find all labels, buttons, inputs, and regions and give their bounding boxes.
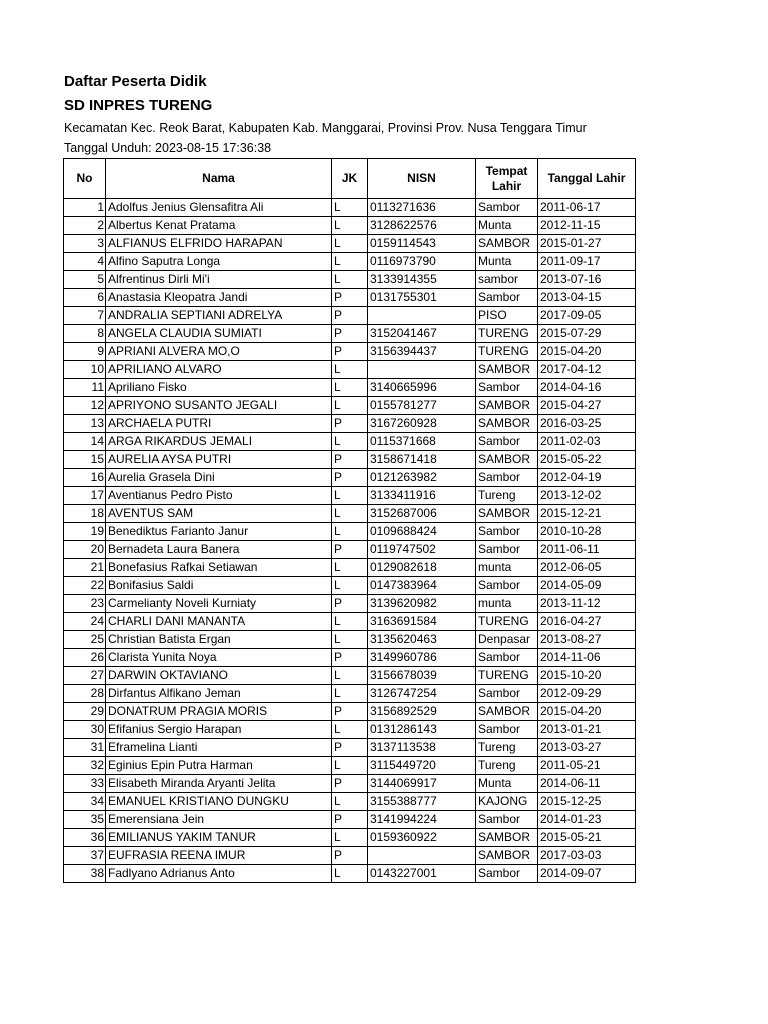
cell-student-name: Adolfus Jenius Glensafitra Ali xyxy=(106,199,332,217)
cell-student-name: ANGELA CLAUDIA SUMIATI xyxy=(106,325,332,343)
cell-student-name: EMANUEL KRISTIANO DUNGKU xyxy=(106,793,332,811)
cell-nisn: 3158671418 xyxy=(368,451,476,469)
cell-birth-date: 2013-03-27 xyxy=(538,739,636,757)
table-row xyxy=(64,307,636,325)
cell-birth-date: 2017-03-03 xyxy=(538,847,636,865)
cell-row-number: 37 xyxy=(64,847,106,865)
cell-student-name: Efifanius Sergio Harapan xyxy=(106,721,332,739)
cell-gender: L xyxy=(332,433,368,451)
table-header-row xyxy=(64,159,636,199)
column-header-tanggal-lahir: Tanggal Lahir xyxy=(538,159,636,199)
cell-birth-date: 2014-09-07 xyxy=(538,865,636,883)
cell-birth-place: SAMBOR xyxy=(476,451,538,469)
cell-gender: L xyxy=(332,199,368,217)
cell-gender: L xyxy=(332,577,368,595)
cell-birth-place: TURENG xyxy=(476,613,538,631)
cell-student-name: ANDRALIA SEPTIANI ADRELYA xyxy=(106,307,332,325)
cell-birth-date: 2013-01-21 xyxy=(538,721,636,739)
cell-nisn: 0131286143 xyxy=(368,721,476,739)
cell-student-name: Aventianus Pedro Pisto xyxy=(106,487,332,505)
cell-birth-date: 2016-04-27 xyxy=(538,613,636,631)
cell-student-name: APRIYONO SUSANTO JEGALI xyxy=(106,397,332,415)
cell-student-name: APRILIANO ALVARO xyxy=(106,361,332,379)
cell-birth-date: 2011-06-11 xyxy=(538,541,636,559)
cell-nisn: 3144069917 xyxy=(368,775,476,793)
cell-birth-date: 2015-04-20 xyxy=(538,703,636,721)
cell-row-number: 14 xyxy=(64,433,106,451)
cell-nisn: 3139620982 xyxy=(368,595,476,613)
cell-gender: P xyxy=(332,289,368,307)
cell-birth-place: SAMBOR xyxy=(476,703,538,721)
cell-row-number: 7 xyxy=(64,307,106,325)
table-row xyxy=(64,199,636,217)
table-row xyxy=(64,469,636,487)
table-row xyxy=(64,667,636,685)
cell-gender: L xyxy=(332,667,368,685)
cell-birth-date: 2015-12-25 xyxy=(538,793,636,811)
cell-birth-place: Sambor xyxy=(476,865,538,883)
cell-nisn xyxy=(368,847,476,865)
cell-student-name: Benediktus Farianto Janur xyxy=(106,523,332,541)
cell-birth-date: 2016-03-25 xyxy=(538,415,636,433)
cell-birth-date: 2014-01-23 xyxy=(538,811,636,829)
table-row xyxy=(64,325,636,343)
cell-nisn: 3133411916 xyxy=(368,487,476,505)
cell-gender: L xyxy=(332,397,368,415)
cell-birth-place: munta xyxy=(476,595,538,613)
cell-nisn: 3156394437 xyxy=(368,343,476,361)
cell-nisn: 0119747502 xyxy=(368,541,476,559)
cell-nisn: 3152041467 xyxy=(368,325,476,343)
cell-gender: L xyxy=(332,235,368,253)
cell-nisn: 0143227001 xyxy=(368,865,476,883)
cell-gender: P xyxy=(332,811,368,829)
cell-row-number: 34 xyxy=(64,793,106,811)
table-row xyxy=(64,577,636,595)
cell-nisn: 3149960786 xyxy=(368,649,476,667)
cell-birth-date: 2013-12-02 xyxy=(538,487,636,505)
cell-birth-date: 2011-05-21 xyxy=(538,757,636,775)
cell-birth-date: 2012-11-15 xyxy=(538,217,636,235)
cell-row-number: 4 xyxy=(64,253,106,271)
table-row xyxy=(64,829,636,847)
table-row xyxy=(64,721,636,739)
cell-birth-place: Munta xyxy=(476,253,538,271)
cell-birth-place: Sambor xyxy=(476,379,538,397)
cell-gender: L xyxy=(332,631,368,649)
cell-nisn: 3126747254 xyxy=(368,685,476,703)
cell-nisn: 0115371668 xyxy=(368,433,476,451)
table-row xyxy=(64,451,636,469)
cell-birth-date: 2014-06-11 xyxy=(538,775,636,793)
cell-birth-date: 2012-09-29 xyxy=(538,685,636,703)
cell-nisn: 0129082618 xyxy=(368,559,476,577)
location-line: Kecamatan Kec. Reok Barat, Kabupaten Kab. Manggarai, Provinsi Prov. Nusa Tenggara Timur xyxy=(64,121,587,135)
cell-birth-place: Tureng xyxy=(476,487,538,505)
cell-nisn xyxy=(368,361,476,379)
table-row xyxy=(64,631,636,649)
cell-student-name: EMILIANUS YAKIM TANUR xyxy=(106,829,332,847)
cell-gender: L xyxy=(332,505,368,523)
cell-gender: P xyxy=(332,469,368,487)
cell-gender: P xyxy=(332,703,368,721)
cell-birth-date: 2011-09-17 xyxy=(538,253,636,271)
cell-birth-place: Tureng xyxy=(476,739,538,757)
cell-row-number: 22 xyxy=(64,577,106,595)
cell-nisn: 3135620463 xyxy=(368,631,476,649)
table-row xyxy=(64,613,636,631)
cell-gender: P xyxy=(332,775,368,793)
cell-birth-date: 2017-04-12 xyxy=(538,361,636,379)
cell-row-number: 17 xyxy=(64,487,106,505)
cell-gender: P xyxy=(332,649,368,667)
cell-gender: L xyxy=(332,559,368,577)
table-row xyxy=(64,793,636,811)
cell-student-name: Fadlyano Adrianus Anto xyxy=(106,865,332,883)
cell-birth-date: 2014-11-06 xyxy=(538,649,636,667)
cell-gender: L xyxy=(332,865,368,883)
student-table xyxy=(63,158,636,883)
cell-birth-place: PISO xyxy=(476,307,538,325)
cell-student-name: ALFIANUS ELFRIDO HARAPAN xyxy=(106,235,332,253)
cell-birth-date: 2015-01-27 xyxy=(538,235,636,253)
cell-row-number: 20 xyxy=(64,541,106,559)
cell-birth-place: Sambor xyxy=(476,199,538,217)
cell-birth-place: Sambor xyxy=(476,289,538,307)
cell-gender: L xyxy=(332,271,368,289)
cell-student-name: Bonefasius Rafkai Setiawan xyxy=(106,559,332,577)
cell-birth-date: 2015-05-21 xyxy=(538,829,636,847)
table-row xyxy=(64,541,636,559)
cell-gender: L xyxy=(332,613,368,631)
cell-nisn: 3155388777 xyxy=(368,793,476,811)
cell-student-name: DARWIN OKTAVIANO xyxy=(106,667,332,685)
cell-row-number: 38 xyxy=(64,865,106,883)
cell-student-name: Albertus Kenat Pratama xyxy=(106,217,332,235)
cell-birth-place: SAMBOR xyxy=(476,829,538,847)
cell-nisn: 0159114543 xyxy=(368,235,476,253)
cell-nisn: 0131755301 xyxy=(368,289,476,307)
cell-gender: P xyxy=(332,325,368,343)
cell-birth-place: SAMBOR xyxy=(476,847,538,865)
cell-nisn: 0116973790 xyxy=(368,253,476,271)
cell-nisn: 3133914355 xyxy=(368,271,476,289)
table-row xyxy=(64,739,636,757)
table-row xyxy=(64,487,636,505)
table-row xyxy=(64,379,636,397)
cell-row-number: 18 xyxy=(64,505,106,523)
cell-nisn: 3128622576 xyxy=(368,217,476,235)
column-header-jk: JK xyxy=(332,159,368,199)
cell-gender: L xyxy=(332,829,368,847)
cell-birth-place: Munta xyxy=(476,217,538,235)
cell-gender: P xyxy=(332,595,368,613)
cell-row-number: 1 xyxy=(64,199,106,217)
cell-birth-date: 2015-12-21 xyxy=(538,505,636,523)
table-row xyxy=(64,703,636,721)
cell-birth-date: 2013-11-12 xyxy=(538,595,636,613)
cell-nisn: 3156678039 xyxy=(368,667,476,685)
cell-gender: L xyxy=(332,361,368,379)
table-row xyxy=(64,505,636,523)
table-row xyxy=(64,757,636,775)
cell-birth-place: Tureng xyxy=(476,757,538,775)
cell-birth-place: Sambor xyxy=(476,469,538,487)
cell-birth-place: Sambor xyxy=(476,721,538,739)
cell-nisn: 0155781277 xyxy=(368,397,476,415)
cell-birth-date: 2013-07-16 xyxy=(538,271,636,289)
cell-birth-place: Sambor xyxy=(476,577,538,595)
cell-gender: P xyxy=(332,307,368,325)
cell-birth-date: 2013-08-27 xyxy=(538,631,636,649)
cell-row-number: 31 xyxy=(64,739,106,757)
cell-row-number: 2 xyxy=(64,217,106,235)
cell-birth-date: 2012-04-19 xyxy=(538,469,636,487)
cell-birth-place: SAMBOR xyxy=(476,397,538,415)
cell-birth-place: KAJONG xyxy=(476,793,538,811)
cell-birth-place: SAMBOR xyxy=(476,361,538,379)
cell-birth-date: 2015-05-22 xyxy=(538,451,636,469)
cell-birth-place: SAMBOR xyxy=(476,505,538,523)
cell-gender: L xyxy=(332,253,368,271)
cell-student-name: Bernadeta Laura Banera xyxy=(106,541,332,559)
column-header-tempat-line2: Lahir xyxy=(491,178,522,193)
table-body xyxy=(64,199,636,883)
table-row xyxy=(64,343,636,361)
cell-nisn xyxy=(368,307,476,325)
cell-student-name: Emerensiana Jein xyxy=(106,811,332,829)
cell-student-name: Eginius Epin Putra Harman xyxy=(106,757,332,775)
cell-birth-place: Sambor xyxy=(476,649,538,667)
cell-gender: L xyxy=(332,217,368,235)
cell-gender: P xyxy=(332,415,368,433)
cell-birth-place: TURENG xyxy=(476,667,538,685)
cell-row-number: 16 xyxy=(64,469,106,487)
cell-row-number: 25 xyxy=(64,631,106,649)
cell-row-number: 30 xyxy=(64,721,106,739)
table-row xyxy=(64,397,636,415)
cell-nisn: 0159360922 xyxy=(368,829,476,847)
cell-student-name: Clarista Yunita Noya xyxy=(106,649,332,667)
table-row xyxy=(64,811,636,829)
cell-student-name: Aurelia Grasela Dini xyxy=(106,469,332,487)
cell-birth-date: 2012-06-05 xyxy=(538,559,636,577)
table-row xyxy=(64,523,636,541)
cell-nisn: 3115449720 xyxy=(368,757,476,775)
cell-birth-place: Sambor xyxy=(476,433,538,451)
cell-nisn: 3152687006 xyxy=(368,505,476,523)
cell-nisn: 3137113538 xyxy=(368,739,476,757)
column-header-tempat-lahir xyxy=(476,159,538,199)
cell-student-name: Christian Batista Ergan xyxy=(106,631,332,649)
cell-row-number: 9 xyxy=(64,343,106,361)
cell-row-number: 28 xyxy=(64,685,106,703)
cell-birth-date: 2010-10-28 xyxy=(538,523,636,541)
cell-birth-date: 2013-04-15 xyxy=(538,289,636,307)
cell-row-number: 27 xyxy=(64,667,106,685)
cell-row-number: 19 xyxy=(64,523,106,541)
cell-row-number: 29 xyxy=(64,703,106,721)
cell-student-name: Carmelianty Noveli Kurniaty xyxy=(106,595,332,613)
cell-gender: P xyxy=(332,847,368,865)
cell-birth-place: Sambor xyxy=(476,811,538,829)
cell-birth-place: sambor xyxy=(476,271,538,289)
cell-student-name: EUFRASIA REENA IMUR xyxy=(106,847,332,865)
cell-student-name: Bonifasius Saldi xyxy=(106,577,332,595)
cell-student-name: AURELIA AYSA PUTRI xyxy=(106,451,332,469)
cell-nisn: 3163691584 xyxy=(368,613,476,631)
cell-gender: L xyxy=(332,793,368,811)
table-row xyxy=(64,685,636,703)
table-row xyxy=(64,847,636,865)
cell-student-name: Apriliano Fisko xyxy=(106,379,332,397)
table-row xyxy=(64,361,636,379)
cell-birth-place: Sambor xyxy=(476,523,538,541)
cell-student-name: Alfrentinus Dirli Mi'i xyxy=(106,271,332,289)
cell-student-name: CHARLI DANI MANANTA xyxy=(106,613,332,631)
column-header-tempat-line1: Tempat xyxy=(485,163,528,178)
cell-nisn: 3156892529 xyxy=(368,703,476,721)
table-row xyxy=(64,775,636,793)
cell-row-number: 10 xyxy=(64,361,106,379)
cell-birth-date: 2015-07-29 xyxy=(538,325,636,343)
cell-row-number: 3 xyxy=(64,235,106,253)
cell-student-name: DONATRUM PRAGIA MORIS xyxy=(106,703,332,721)
cell-student-name: ARCHAELA PUTRI xyxy=(106,415,332,433)
table-row xyxy=(64,235,636,253)
cell-birth-place: Sambor xyxy=(476,685,538,703)
cell-nisn: 0109688424 xyxy=(368,523,476,541)
cell-nisn: 0121263982 xyxy=(368,469,476,487)
table-row xyxy=(64,253,636,271)
cell-birth-place: SAMBOR xyxy=(476,415,538,433)
cell-row-number: 8 xyxy=(64,325,106,343)
cell-nisn: 3167260928 xyxy=(368,415,476,433)
cell-row-number: 26 xyxy=(64,649,106,667)
table-row xyxy=(64,595,636,613)
cell-row-number: 24 xyxy=(64,613,106,631)
cell-gender: P xyxy=(332,451,368,469)
cell-gender: L xyxy=(332,487,368,505)
document-title: Daftar Peserta Didik xyxy=(64,73,207,90)
cell-birth-date: 2015-10-20 xyxy=(538,667,636,685)
cell-birth-place: munta xyxy=(476,559,538,577)
cell-birth-place: Sambor xyxy=(476,541,538,559)
cell-row-number: 5 xyxy=(64,271,106,289)
cell-student-name: Eframelina Lianti xyxy=(106,739,332,757)
cell-gender: L xyxy=(332,685,368,703)
cell-gender: L xyxy=(332,757,368,775)
cell-student-name: APRIANI ALVERA MO,O xyxy=(106,343,332,361)
cell-row-number: 6 xyxy=(64,289,106,307)
cell-row-number: 13 xyxy=(64,415,106,433)
cell-birth-date: 2015-04-20 xyxy=(538,343,636,361)
cell-row-number: 35 xyxy=(64,811,106,829)
cell-row-number: 23 xyxy=(64,595,106,613)
cell-gender: P xyxy=(332,739,368,757)
cell-birth-place: SAMBOR xyxy=(476,235,538,253)
cell-student-name: AVENTUS SAM xyxy=(106,505,332,523)
cell-gender: L xyxy=(332,523,368,541)
cell-row-number: 11 xyxy=(64,379,106,397)
cell-birth-date: 2011-06-17 xyxy=(538,199,636,217)
column-header-nisn: NISN xyxy=(368,159,476,199)
cell-birth-place: TURENG xyxy=(476,343,538,361)
cell-student-name: Alfino Saputra Longa xyxy=(106,253,332,271)
column-header-no: No xyxy=(64,159,106,199)
table-row xyxy=(64,649,636,667)
cell-birth-date: 2014-04-16 xyxy=(538,379,636,397)
table-row xyxy=(64,559,636,577)
cell-nisn: 0113271636 xyxy=(368,199,476,217)
table-row xyxy=(64,415,636,433)
table-row xyxy=(64,433,636,451)
cell-gender: P xyxy=(332,343,368,361)
column-header-nama: Nama xyxy=(106,159,332,199)
download-date: Tanggal Unduh: 2023-08-15 17:36:38 xyxy=(64,141,272,155)
cell-nisn: 3141994224 xyxy=(368,811,476,829)
cell-birth-date: 2017-09-05 xyxy=(538,307,636,325)
table-row xyxy=(64,217,636,235)
cell-gender: L xyxy=(332,379,368,397)
school-name: SD INPRES TURENG xyxy=(64,97,213,114)
cell-row-number: 33 xyxy=(64,775,106,793)
cell-row-number: 15 xyxy=(64,451,106,469)
cell-student-name: ARGA RIKARDUS JEMALI xyxy=(106,433,332,451)
cell-row-number: 12 xyxy=(64,397,106,415)
cell-gender: L xyxy=(332,721,368,739)
cell-birth-place: Munta xyxy=(476,775,538,793)
cell-row-number: 21 xyxy=(64,559,106,577)
cell-student-name: Anastasia Kleopatra Jandi xyxy=(106,289,332,307)
table-row xyxy=(64,271,636,289)
cell-birth-place: TURENG xyxy=(476,325,538,343)
table-row xyxy=(64,289,636,307)
cell-gender: P xyxy=(332,541,368,559)
cell-birth-place: Denpasar xyxy=(476,631,538,649)
cell-nisn: 3140665996 xyxy=(368,379,476,397)
cell-student-name: Dirfantus Alfikano Jeman xyxy=(106,685,332,703)
table-row xyxy=(64,865,636,883)
cell-row-number: 32 xyxy=(64,757,106,775)
cell-birth-date: 2014-05-09 xyxy=(538,577,636,595)
cell-student-name: Elisabeth Miranda Aryanti Jelita xyxy=(106,775,332,793)
cell-birth-date: 2011-02-03 xyxy=(538,433,636,451)
cell-nisn: 0147383964 xyxy=(368,577,476,595)
cell-birth-date: 2015-04-27 xyxy=(538,397,636,415)
cell-row-number: 36 xyxy=(64,829,106,847)
